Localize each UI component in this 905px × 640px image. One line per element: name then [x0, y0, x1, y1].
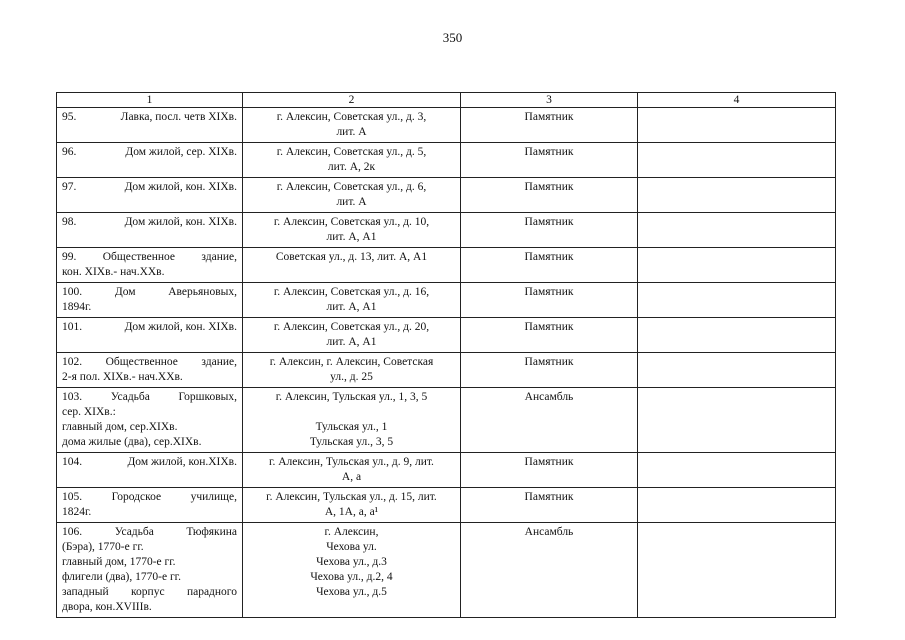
address-line: Чехова ул., д.3 [316, 556, 387, 568]
category-cell: Памятник [461, 453, 638, 488]
note-cell [638, 108, 836, 143]
category-cell: Памятник [461, 178, 638, 213]
object-name-cell [57, 143, 243, 178]
address-line: г. Алексин, Тульская ул., д. 15, лит. [266, 491, 437, 503]
monuments-table [56, 92, 836, 618]
table-row [57, 453, 836, 488]
address-line: г. Алексин, Советская ул., д. 16, [273, 286, 430, 298]
object-name-line: флигели (два), 1770-е гг. [62, 571, 181, 583]
note-cell [638, 488, 836, 523]
address-cell [243, 318, 461, 353]
table-row [57, 488, 836, 523]
object-name-line: 103. Усадьба Горшковых, [62, 391, 237, 403]
object-name-line: 98. Дом жилой, кон. XIXв. [62, 216, 237, 228]
category-cell: Памятник [461, 108, 638, 143]
category-cell: Памятник [461, 213, 638, 248]
address-cell [243, 283, 461, 318]
object-name-line: главный дом, сер.XIXв. [62, 421, 178, 433]
object-name-line: 104. Дом жилой, кон.XIXв. [62, 456, 237, 468]
category-cell: Памятник [461, 143, 638, 178]
table-row [57, 523, 836, 618]
object-name-cell [57, 318, 243, 353]
object-name-line: 2-я пол. XIXв.- нач.XXв. [62, 371, 183, 383]
column-header: 1 [57, 93, 243, 108]
object-name-cell [57, 353, 243, 388]
address-line: ул., д. 25 [330, 371, 373, 383]
object-name-line: 101. Дом жилой, кон. XIXв. [62, 321, 237, 333]
table-row [57, 248, 836, 283]
address-line: Чехова ул., д.5 [316, 586, 387, 598]
address-line: г. Алексин, Тульская ул., д. 9, лит. [269, 456, 434, 468]
note-cell [638, 453, 836, 488]
address-line: А, а [341, 471, 362, 483]
address-line: лит. А, А1 [326, 336, 377, 348]
table-row [57, 143, 836, 178]
blank-line [248, 405, 455, 420]
address-line: г. Алексин, Советская ул., д. 10, [273, 216, 430, 228]
table-row [57, 283, 836, 318]
address-cell [243, 178, 461, 213]
object-name-line: сер. XIXв.: [62, 406, 116, 418]
address-line: г. Алексин, Советская ул., д. 3, [276, 111, 427, 123]
object-name-line: 102. Общественное здание, [62, 356, 237, 368]
column-header: 2 [243, 93, 461, 108]
address-cell [243, 143, 461, 178]
address-line: г. Алексин, Советская ул., д. 20, [273, 321, 430, 333]
object-name-cell [57, 488, 243, 523]
column-header: 3 [461, 93, 638, 108]
object-name-cell [57, 388, 243, 453]
object-name-line: кон. XIXв.- нач.XXв. [62, 266, 165, 278]
object-name-line: двора, кон.XVIIIв. [62, 601, 152, 613]
address-cell [243, 213, 461, 248]
address-line: г. Алексин, г. Алексин, Советская [269, 356, 434, 368]
table-row [57, 318, 836, 353]
category-cell: Ансамбль [461, 388, 638, 453]
table-row [57, 353, 836, 388]
table-row [57, 388, 836, 453]
address-line: лит. А, А1 [326, 231, 377, 243]
object-name-line: 105. Городское училище, [62, 491, 237, 503]
category-cell: Памятник [461, 248, 638, 283]
table-row [57, 178, 836, 213]
note-cell [638, 213, 836, 248]
address-line: Чехова ул., д.2, 4 [310, 571, 393, 583]
address-line: г. Алексин, Советская ул., д. 5, [276, 146, 427, 158]
object-name-line: дома жилые (два), сер.XIXв. [62, 436, 202, 448]
address-line: Тульская ул., 3, 5 [309, 436, 394, 448]
address-line: Советская ул., д. 13, лит. А, А1 [275, 251, 428, 263]
category-cell: Памятник [461, 353, 638, 388]
address-line: г. Алексин, [324, 526, 379, 538]
address-cell [243, 108, 461, 143]
address-line: г. Алексин, Тульская ул., 1, 3, 5 [275, 391, 428, 403]
object-name-cell [57, 248, 243, 283]
note-cell [638, 248, 836, 283]
address-cell [243, 488, 461, 523]
object-name-cell [57, 523, 243, 618]
address-cell [243, 523, 461, 618]
table-row [57, 213, 836, 248]
address-cell [243, 453, 461, 488]
object-name-line: (Бэра), 1770-е гг. [62, 541, 144, 553]
table-row [57, 108, 836, 143]
table-header-row [57, 93, 836, 108]
address-cell [243, 248, 461, 283]
address-line: лит. А, 2к [327, 161, 376, 173]
address-line: Чехова ул. [326, 541, 377, 553]
column-header: 4 [638, 93, 836, 108]
category-cell: Ансамбль [461, 523, 638, 618]
note-cell [638, 178, 836, 213]
address-line: А, 1А, а, а¹ [324, 506, 379, 518]
object-name-line: 97. Дом жилой, кон. XIXв. [62, 181, 237, 193]
category-cell: Памятник [461, 488, 638, 523]
object-name-line: 95. Лавка, посл. четв XIXв. [62, 111, 237, 123]
object-name-line: западный корпус парадного [62, 586, 237, 598]
category-cell: Памятник [461, 283, 638, 318]
address-line: лит. А [336, 126, 367, 138]
address-line: г. Алексин, Советская ул., д. 6, [276, 181, 427, 193]
note-cell [638, 318, 836, 353]
note-cell [638, 353, 836, 388]
object-name-line: 96. Дом жилой, сер. XIXв. [62, 146, 237, 158]
object-name-line: 1894г. [62, 301, 92, 313]
address-cell [243, 388, 461, 453]
note-cell [638, 388, 836, 453]
object-name-line: 1824г. [62, 506, 92, 518]
object-name-cell [57, 213, 243, 248]
object-name-line: 99. Общественное здание, [62, 251, 237, 263]
note-cell [638, 283, 836, 318]
object-name-line: главный дом, 1770-е гг. [62, 556, 176, 568]
object-name-line: 100. Дом Аверьяновых, [62, 286, 237, 298]
address-line: лит. А [336, 196, 367, 208]
note-cell [638, 523, 836, 618]
address-cell [243, 353, 461, 388]
object-name-cell [57, 453, 243, 488]
address-line: лит. А, А1 [326, 301, 377, 313]
address-line: Тульская ул., 1 [315, 421, 388, 433]
category-cell: Памятник [461, 318, 638, 353]
object-name-line: 106. Усадьба Тюфякина [62, 526, 237, 538]
object-name-cell [57, 283, 243, 318]
page-number: 350 [442, 30, 463, 45]
note-cell [638, 143, 836, 178]
object-name-cell [57, 178, 243, 213]
object-name-cell [57, 108, 243, 143]
